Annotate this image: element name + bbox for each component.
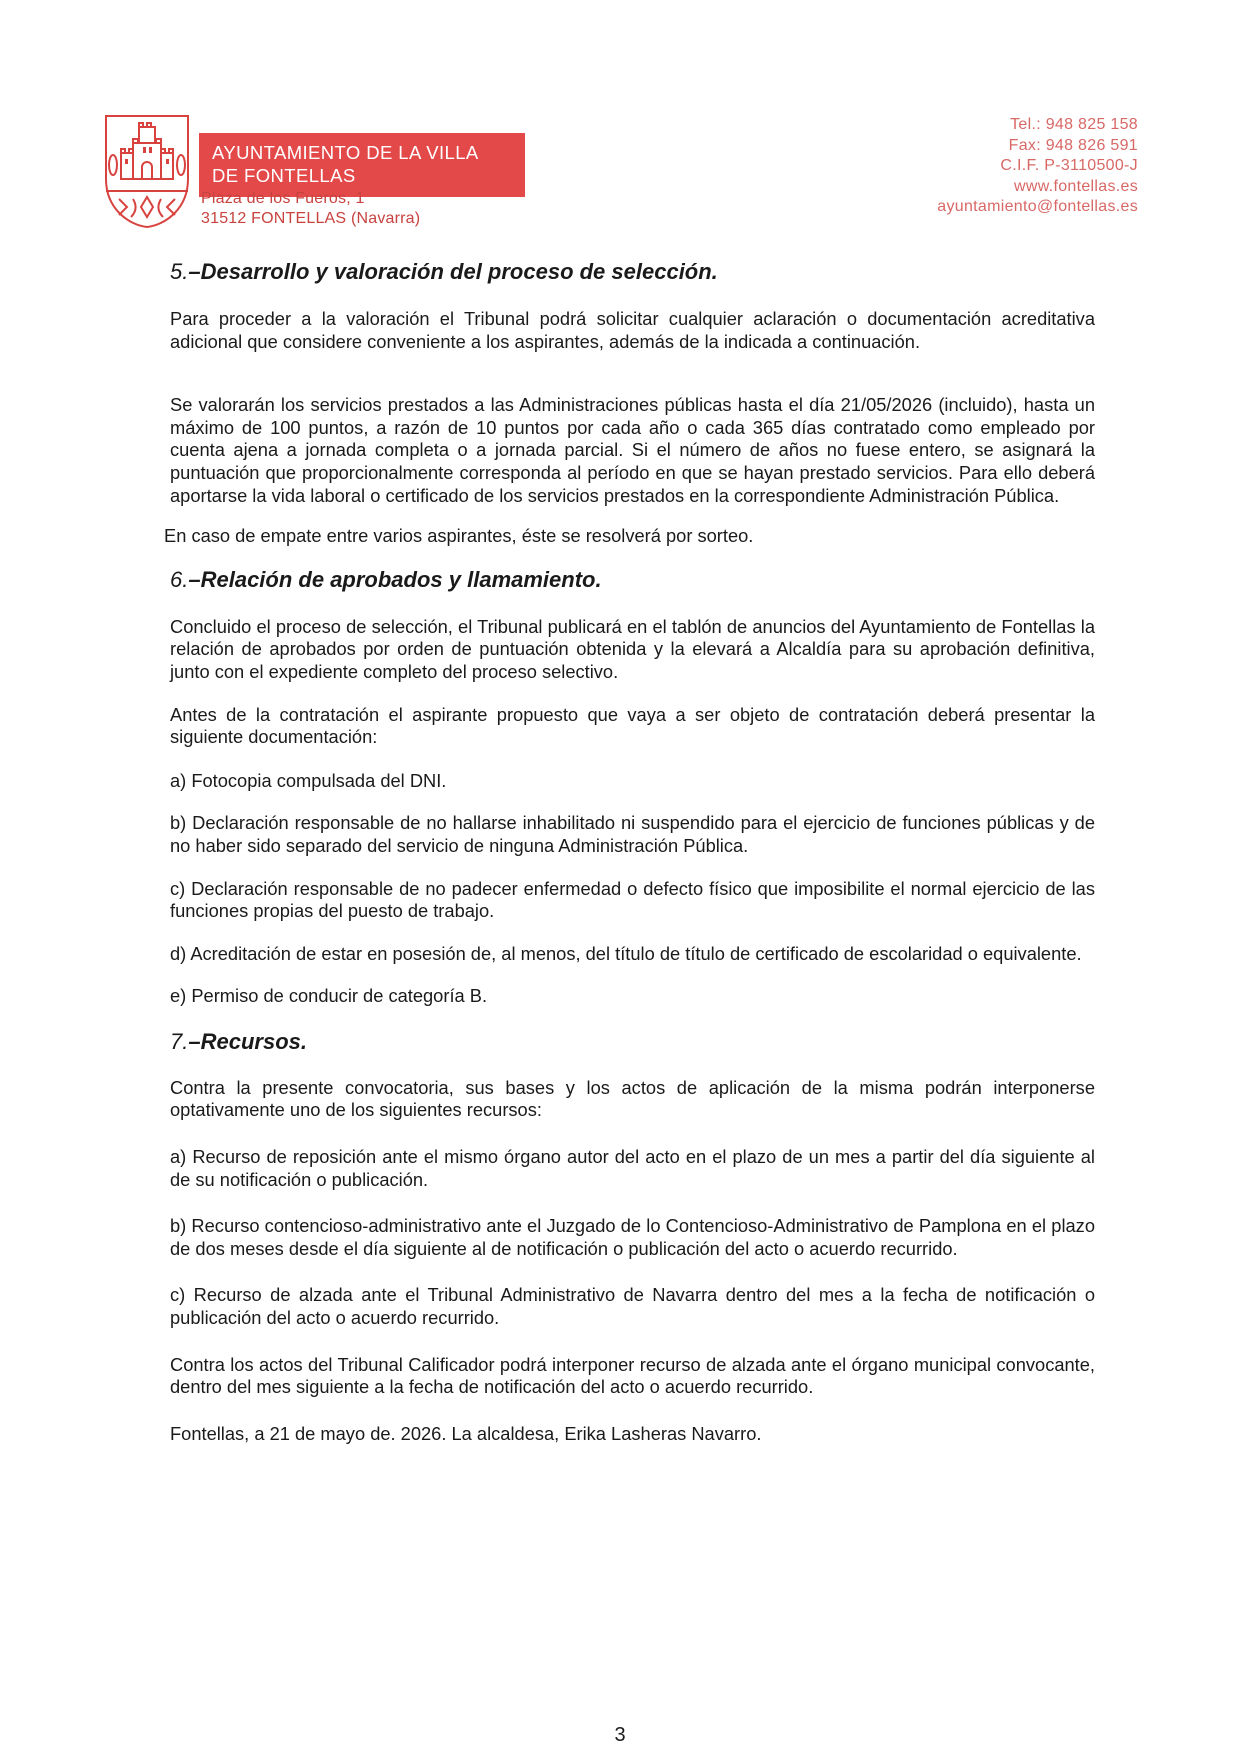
website-link[interactable]: www.fontellas.es <box>1014 177 1138 195</box>
organization-address <box>201 189 420 229</box>
section-5-paragraph-2: Se valorarán los servicios prestados a las Administraciones públicas hasta el día 21/05/2026 (incluido), hasta un máximo de 100 puntos, a razón de 10 puntos por cada año o cada 365 días contratado como empleado por cuenta ajena a jornada completa o a jornada parcial. Si el número de años no fuese entero, se asignará la puntuación que proporcionalmente corresponda al período en que se hayan prestado servicios. Para ello deberá aportarse la vida laboral o certificado de los servicios prestados en la correspondiente Administración Pública. <box>170 394 1095 506</box>
contact-block <box>937 115 1138 218</box>
document-body <box>164 258 1095 1445</box>
phone-number: Tel.: 948 825 158 <box>1010 116 1138 133</box>
section-6-heading <box>170 566 1095 594</box>
section-7-item-a: a) Recurso de reposición ante el mismo órgano autor del acto en el plazo de un mes a partir del día siguiente al de su notificación o publicación. <box>170 1146 1095 1190</box>
section-5-heading <box>170 258 1095 286</box>
section-6-number: 6. <box>170 566 189 592</box>
signature-line: Fontellas, a 21 de mayo de. 2026. La alcaldesa, Erika Lasheras Navarro. <box>170 1422 762 1444</box>
section-5-paragraph-1: Para proceder a la valoración el Tribunal podrá solicitar cualquier aclaración o documentación acreditativa adicional que considere conveniente a los aspirantes, además de la indicada a continuación. <box>170 308 1095 352</box>
section-6-item-a: a) Fotocopia compulsada del DNI. <box>170 769 447 791</box>
section-6-title: –Relación de aprobados y llamamiento. <box>188 566 602 592</box>
section-7-heading <box>170 1028 1095 1056</box>
coat-of-arms-icon <box>103 113 191 229</box>
organization-name-line2: DE FONTELLAS <box>212 165 356 186</box>
section-6-paragraph-1: Concluido el proceso de selección, el Tribunal publicará en el tablón de anuncios del Ayuntamiento de Fontellas la relación de aprobados por orden de puntuación obtenida y la elevará a Alcaldía para su aprobación definitiva, junto con el expediente completo del proceso selectivo. <box>170 615 1095 682</box>
section-6-item-b: b) Declaración responsable de no hallarse inhabilitado ni suspendido para el ejercicio de funciones públicas y de no haber sido separado del servicio de ninguna Administración Pública. <box>170 812 1095 856</box>
section-7-item-b: b) Recurso contencioso-administrativo ante el Juzgado de lo Contencioso-Administrativo de Pamplona en el plazo de dos meses desde el día siguiente al de notificación o publicación del acto o acuerdo recurrido. <box>170 1215 1095 1259</box>
organization-name-line1: AYUNTAMIENTO DE LA VILLA <box>212 142 479 163</box>
section-6-item-d: d) Acreditación de estar en posesión de, al menos, del título de título de certificado de escolaridad o equivalente. <box>170 942 1082 964</box>
fax-number: Fax: 948 826 591 <box>1008 136 1138 154</box>
section-5-number: 5. <box>170 259 189 284</box>
section-7-number: 7. <box>170 1028 189 1054</box>
organization-name <box>199 133 525 197</box>
section-7-title: –Recursos. <box>188 1028 307 1054</box>
page-number: 3 <box>614 1724 626 1746</box>
section-7-paragraph-2: Contra los actos del Tribunal Calificador podrá interponer recurso de alzada ante el órgano municipal convocante, dentro del mes siguiente a la fecha de notificación del acto o acuerdo recurrido. <box>170 1353 1095 1398</box>
email-link[interactable]: ayuntamiento@fontellas.es <box>937 198 1138 215</box>
address-line1: Plaza de los Fueros, 1 <box>201 190 365 207</box>
letterhead <box>103 113 1138 231</box>
tax-id: C.I.F. P-3110500-J <box>1000 157 1138 174</box>
section-7-item-c: c) Recurso de alzada ante el Tribunal Administrativo de Navarra dentro del mes a la fecha de notificación o publicación del acto o acuerdo recurrido. <box>170 1284 1095 1329</box>
section-6-paragraph-2: Antes de la contratación el aspirante propuesto que vaya a ser objeto de contratación deberá presentar la siguiente documentación: <box>170 703 1095 748</box>
section-7-paragraph-1: Contra la presente convocatoria, sus bases y los actos de aplicación de la misma podrán interponerse optativamente uno de los siguientes recursos: <box>170 1076 1095 1121</box>
section-5-paragraph-3: En caso de empate entre varios aspirantes, éste se resolverá por sorteo. <box>164 525 754 547</box>
address-line2: 31512 FONTELLAS (Navarra) <box>201 210 421 227</box>
section-6-item-e: e) Permiso de conducir de categoría B. <box>170 985 488 1007</box>
section-6-item-c: c) Declaración responsable de no padecer enfermedad o defecto físico que imposibilite el normal ejercicio de las funciones propias del puesto de trabajo. <box>170 877 1095 922</box>
section-5-title: –Desarrollo y valoración del proceso de selección. <box>188 259 718 284</box>
